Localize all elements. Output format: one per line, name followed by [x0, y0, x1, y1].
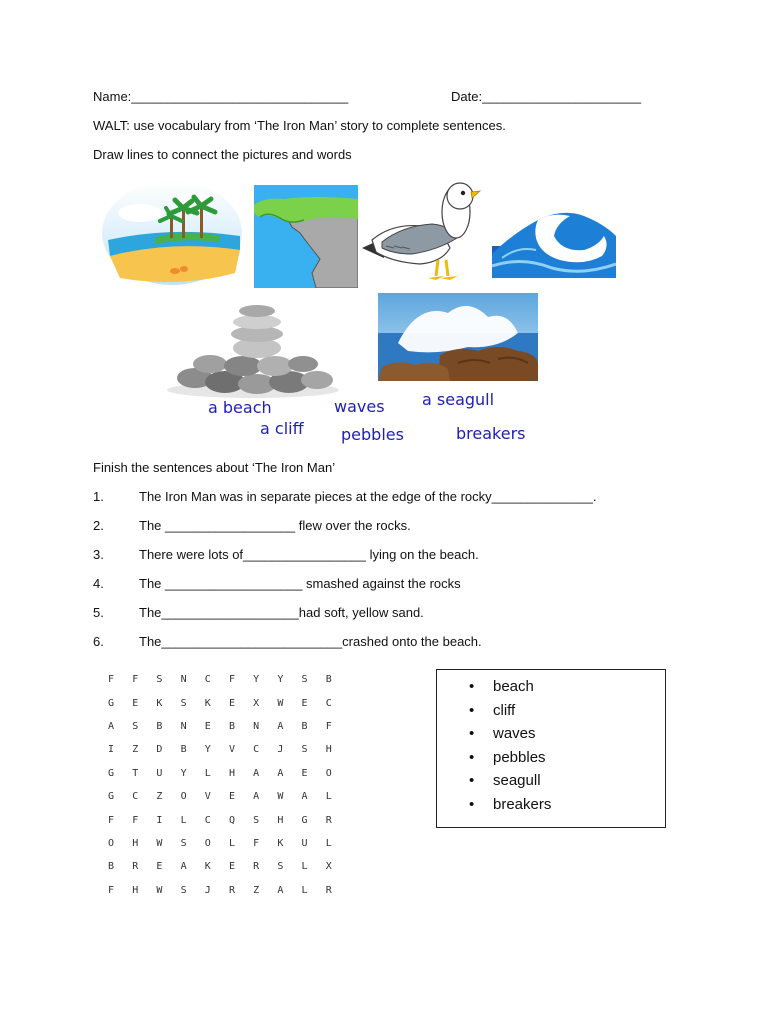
sentence-text[interactable]: The___________________had soft, yellow sand. — [139, 605, 424, 620]
wordsearch-letter[interactable]: F — [108, 884, 115, 896]
wordsearch-letter[interactable]: U — [301, 837, 308, 849]
wordsearch-letter[interactable]: W — [277, 697, 284, 709]
wordsearch-letter[interactable]: Y — [204, 744, 211, 756]
wordsearch-letter[interactable]: B — [156, 720, 163, 732]
wordsearch-letter[interactable]: C — [204, 814, 211, 826]
wordsearch-letter[interactable]: S — [301, 744, 308, 756]
wordsearch-letter[interactable]: L — [228, 837, 235, 849]
pebbles-picture — [165, 300, 340, 400]
wordsearch-letter[interactable]: I — [108, 744, 115, 756]
wordsearch-letter[interactable]: D — [156, 744, 163, 756]
wordsearch-letter[interactable]: S — [301, 674, 308, 686]
wordsearch-letter[interactable]: F — [253, 837, 260, 849]
wordsearch-letter[interactable]: W — [156, 837, 163, 849]
name-field[interactable]: Name:______________________________ — [93, 89, 349, 104]
wordsearch-letter[interactable]: L — [204, 767, 211, 779]
wordsearch-letter[interactable]: E — [301, 767, 308, 779]
wordsearch-letter[interactable]: C — [253, 744, 260, 756]
word-bank-item: • breakers — [469, 793, 551, 817]
wordsearch-letter[interactable]: A — [108, 720, 115, 732]
wordsearch-letter[interactable]: E — [228, 791, 235, 803]
wordsearch-letter[interactable]: E — [132, 697, 139, 709]
wordsearch-letter[interactable]: K — [204, 861, 211, 873]
wordsearch-letter[interactable]: Y — [277, 674, 284, 686]
word-waves: waves — [334, 397, 385, 416]
wordsearch-letter[interactable]: G — [108, 767, 115, 779]
wordsearch-letter[interactable]: G — [108, 697, 115, 709]
sentence-number: 1. — [93, 489, 104, 504]
wordsearch-letter[interactable]: W — [156, 884, 163, 896]
wordsearch-letter[interactable]: X — [253, 697, 260, 709]
sentence-number: 3. — [93, 547, 104, 562]
wordsearch-letter[interactable]: H — [277, 814, 284, 826]
wordsearch-letter[interactable]: K — [156, 697, 163, 709]
sentence-number: 4. — [93, 576, 104, 591]
beach-picture — [100, 178, 245, 288]
wordsearch-letter[interactable]: L — [325, 837, 332, 849]
wordsearch-letter[interactable]: H — [132, 837, 139, 849]
wordsearch-letter[interactable]: F — [108, 674, 115, 686]
wordsearch-letter[interactable]: H — [325, 744, 332, 756]
word-bank-item: • beach — [469, 675, 551, 699]
wordsearch-row — [108, 855, 350, 878]
wordsearch-letter[interactable]: A — [301, 791, 308, 803]
date-field[interactable]: Date:______________________ — [451, 89, 642, 104]
seagull-picture — [362, 178, 482, 284]
wordsearch-letter[interactable]: S — [253, 814, 260, 826]
wordsearch-letter[interactable]: Z — [132, 744, 139, 756]
walt-statement: WALT: use vocabulary from ‘The Iron Man’ story to complete sentences. — [93, 118, 506, 133]
sentence-number: 2. — [93, 518, 104, 533]
wordsearch-letter[interactable]: S — [156, 674, 163, 686]
wordsearch-letter[interactable]: F — [132, 674, 139, 686]
wordsearch-letter[interactable]: Z — [156, 791, 163, 803]
wordsearch-letter[interactable]: V — [204, 791, 211, 803]
word-bank-item: • waves — [469, 722, 551, 746]
wordsearch-letter[interactable]: L — [325, 791, 332, 803]
wordsearch-letter[interactable]: S — [180, 697, 187, 709]
wordsearch-row — [108, 808, 350, 831]
wordsearch-letter[interactable]: X — [325, 861, 332, 873]
wordsearch-letter[interactable]: E — [204, 720, 211, 732]
wordsearch-row — [108, 832, 350, 855]
wordsearch-letter[interactable]: C — [132, 791, 139, 803]
wordsearch-letter[interactable]: T — [132, 767, 139, 779]
wordsearch-letter[interactable]: J — [204, 884, 211, 896]
wordsearch-letter[interactable]: B — [325, 674, 332, 686]
word-bank-item: • pebbles — [469, 746, 551, 770]
sentence-text[interactable]: The Iron Man was in separate pieces at the edge of the rocky______________. — [139, 489, 597, 504]
wordsearch-letter[interactable]: R — [325, 884, 332, 896]
wordsearch-letter[interactable]: G — [301, 814, 308, 826]
wordsearch-row — [108, 785, 350, 808]
sentence-text[interactable]: There were lots of_________________ lying on the beach. — [139, 547, 479, 562]
sentences-title: Finish the sentences about ‘The Iron Man’ — [93, 460, 336, 475]
waves-picture — [492, 206, 616, 278]
wordsearch-letter[interactable]: I — [156, 814, 163, 826]
wordsearch-letter[interactable]: A — [253, 767, 260, 779]
wordsearch-letter[interactable]: B — [301, 720, 308, 732]
word-pebbles: pebbles — [341, 425, 404, 444]
wordsearch-grid — [108, 668, 350, 902]
wordsearch-letter[interactable]: A — [180, 861, 187, 873]
sentence-number: 6. — [93, 634, 104, 649]
wordsearch-letter[interactable]: W — [277, 791, 284, 803]
matching-instruction: Draw lines to connect the pictures and words — [93, 147, 352, 162]
wordsearch-letter[interactable]: V — [228, 744, 235, 756]
wordsearch-letter[interactable]: R — [253, 861, 260, 873]
cliff-picture — [254, 185, 358, 288]
wordsearch-letter[interactable]: G — [108, 791, 115, 803]
word-a-cliff: a cliff — [260, 419, 304, 438]
word-bank-item: • cliff — [469, 699, 551, 723]
wordsearch-letter[interactable]: F — [108, 814, 115, 826]
wordsearch-letter[interactable]: H — [228, 767, 235, 779]
sentence-number: 5. — [93, 605, 104, 620]
wordsearch-letter[interactable]: N — [180, 720, 187, 732]
wordsearch-letter[interactable]: Q — [228, 814, 235, 826]
word-a-seagull: a seagull — [422, 390, 495, 409]
wordsearch-letter[interactable]: S — [180, 884, 187, 896]
wordsearch-letter[interactable]: E — [228, 861, 235, 873]
wordsearch-letter[interactable]: C — [325, 697, 332, 709]
wordsearch-letter[interactable]: S — [180, 837, 187, 849]
wordsearch-letter[interactable]: L — [301, 861, 308, 873]
wordsearch-letter[interactable]: J — [277, 744, 284, 756]
wordsearch-letter[interactable]: E — [156, 861, 163, 873]
wordsearch-letter[interactable]: K — [277, 837, 284, 849]
wordsearch-letter[interactable]: Z — [253, 884, 260, 896]
wordsearch-letter[interactable]: E — [301, 697, 308, 709]
wordsearch-letter[interactable]: Y — [180, 767, 187, 779]
wordsearch-letter[interactable]: R — [228, 884, 235, 896]
word-breakers: breakers — [456, 424, 526, 443]
wordsearch-letter[interactable]: E — [228, 697, 235, 709]
wordsearch-row — [108, 668, 350, 691]
wordsearch-letter[interactable]: S — [277, 861, 284, 873]
sentence-text[interactable]: The_________________________crashed onto the beach. — [139, 634, 482, 649]
wordsearch-row — [108, 879, 350, 902]
breakers-picture — [378, 293, 538, 381]
wordsearch-row — [108, 762, 350, 785]
wordsearch-letter[interactable]: A — [277, 720, 284, 732]
wordsearch-letter[interactable]: R — [325, 814, 332, 826]
wordsearch-letter[interactable]: F — [228, 674, 235, 686]
sentence-text[interactable]: The __________________ flew over the rocks. — [139, 518, 411, 533]
wordsearch-row — [108, 738, 350, 761]
word-a-beach: a beach — [208, 398, 272, 417]
wordsearch-letter[interactable]: F — [132, 814, 139, 826]
wordsearch-letter[interactable]: Y — [253, 674, 260, 686]
sentence-text[interactable]: The ___________________ smashed against the rocks — [139, 576, 461, 591]
wordsearch-letter[interactable]: U — [156, 767, 163, 779]
wordsearch-letter[interactable]: B — [108, 861, 115, 873]
wordsearch-letter[interactable]: L — [180, 814, 187, 826]
word-bank — [436, 669, 666, 828]
wordsearch-letter[interactable]: A — [277, 884, 284, 896]
word-bank-item: • seagull — [469, 769, 551, 793]
wordsearch-row — [108, 691, 350, 714]
wordsearch-letter[interactable]: K — [204, 697, 211, 709]
wordsearch-letter[interactable]: L — [301, 884, 308, 896]
wordsearch-letter[interactable]: B — [228, 720, 235, 732]
wordsearch-letter[interactable]: O — [180, 791, 187, 803]
wordsearch-letter[interactable]: R — [132, 861, 139, 873]
wordsearch-row — [108, 715, 350, 738]
wordsearch-letter[interactable]: O — [325, 767, 332, 779]
wordsearch-letter[interactable]: A — [277, 767, 284, 779]
wordsearch-letter[interactable]: C — [204, 674, 211, 686]
wordsearch-letter[interactable]: S — [132, 720, 139, 732]
wordsearch-letter[interactable]: H — [132, 884, 139, 896]
wordsearch-letter[interactable]: B — [180, 744, 187, 756]
wordsearch-letter[interactable]: O — [108, 837, 115, 849]
wordsearch-letter[interactable]: O — [204, 837, 211, 849]
wordsearch-letter[interactable]: N — [253, 720, 260, 732]
wordsearch-letter[interactable]: N — [180, 674, 187, 686]
wordsearch-letter[interactable]: A — [253, 791, 260, 803]
wordsearch-letter[interactable]: F — [325, 720, 332, 732]
